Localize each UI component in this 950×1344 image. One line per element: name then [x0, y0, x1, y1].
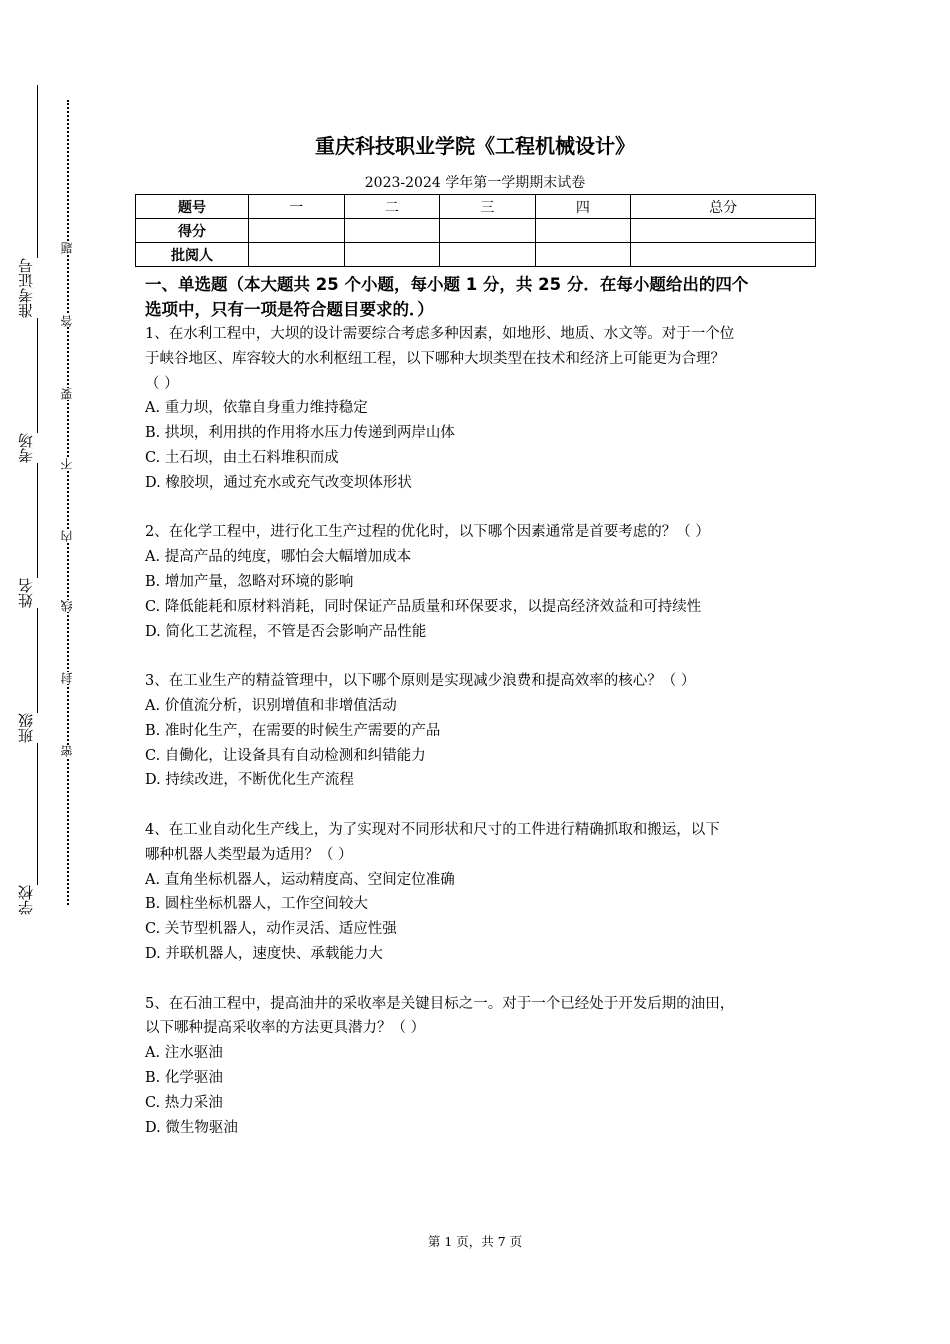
exam-room-field-label: 考场 — [18, 433, 46, 463]
option-b: B. 圆柱坐标机器人，工作空间较大 — [145, 896, 368, 913]
option-d: D. 橡胶坝，通过充水或充气改变坝体形状 — [145, 474, 412, 491]
option-b: B. 增加产量，忽略对环境的影响 — [145, 573, 354, 590]
grader-row — [136, 243, 816, 267]
question-stem: 以下哪种提高采收率的方法更具潜力？（ ） — [145, 1020, 426, 1037]
option-c: C. 降低能耗和原材料消耗，同时保证产品质量和环保要求，以提高经济效益和可持续性 — [145, 598, 702, 615]
question-stem: 5、在石油工程中，提高油井的采收率是关键目标之一。对于一个已经处于开发后期的油田， — [145, 995, 735, 1012]
column-header: 四 — [535, 195, 631, 219]
option-c: C. 热力采油 — [145, 1094, 223, 1111]
score-table-header-row — [136, 195, 816, 219]
option-a: A. 价值流分析，识别增值和非增值活动 — [145, 697, 397, 714]
answer-bracket: （ ） — [145, 375, 179, 392]
grader-cell[interactable] — [440, 243, 536, 267]
option-c: C. 关节型机器人，动作灵活、适应性强 — [145, 921, 397, 938]
grader-cell[interactable] — [631, 243, 816, 267]
question-section — [145, 272, 825, 1165]
seal-char: 线 — [60, 600, 74, 612]
question-5 — [145, 992, 825, 1141]
exam-subtitle: 2023-2024 学年第一学期期末试卷 — [364, 175, 586, 191]
name-field-label: 姓名 — [18, 578, 46, 608]
option-d: D. 并联机器人，速度快、承载能力大 — [145, 945, 383, 962]
exam-title: 重庆科技职业学院《工程机械设计》 — [315, 134, 635, 158]
section-heading: 一、单选题（本大题共 25 个小题，每小题 1 分，共 25 分．在每小题给出的四个 选项中，只有一项是符合题目要求的．） — [145, 275, 749, 319]
option-b: B. 准时化生产，在需要的时候生产需要的产品 — [145, 722, 441, 739]
option-a: A. 直角坐标机器人，运动精度高、空间定位准确 — [145, 871, 455, 888]
grader-cell[interactable] — [249, 243, 345, 267]
option-c: C. 土石坝，由土石料堆积而成 — [145, 449, 339, 466]
class-field-label: 班级 — [18, 713, 46, 743]
score-table — [135, 194, 816, 267]
question-2 — [145, 520, 825, 644]
column-header: 题号 — [136, 195, 249, 219]
seal-char: 题 — [60, 242, 74, 254]
column-header: 总分 — [631, 195, 816, 219]
option-d: D. 微生物驱油 — [145, 1119, 238, 1136]
question-3 — [145, 669, 825, 793]
option-a: A. 注水驱油 — [145, 1045, 223, 1062]
question-stem: 1、在水利工程中，大坝的设计需要综合考虑多种因素，如地形、地质、水文等。对于一个位 — [145, 326, 735, 342]
score-cell[interactable] — [249, 219, 345, 243]
question-stem: 于峡谷地区、库容较大的水利枢纽工程，以下哪种大坝类型在技术和经济上可能更为合理？ — [145, 350, 725, 367]
page-number: 第 1 页，共 7 页 — [427, 1234, 523, 1249]
seal-dotted-line — [67, 100, 69, 905]
question-stem: 哪种机器人类型最为适用？（ ） — [145, 846, 353, 863]
question-stem: 4、在工业自动化生产线上，为了实现对不同形状和尺寸的工件进行精确抓取和搬运，以下 — [145, 821, 720, 838]
score-cell[interactable] — [344, 219, 440, 243]
option-d: D. 持续改进，不断优化生产流程 — [145, 772, 354, 789]
grader-cell[interactable] — [344, 243, 440, 267]
score-cell[interactable] — [631, 219, 816, 243]
row-header: 得分 — [136, 219, 249, 243]
grader-cell[interactable] — [535, 243, 631, 267]
seal-char: 密 — [60, 745, 74, 757]
option-b: B. 化学驱油 — [145, 1069, 223, 1086]
seal-char: 要 — [60, 388, 74, 400]
question-stem: 2、在化学工程中，进行化工生产过程的优化时，以下哪个因素通常是首要考虑的？（ ） — [145, 524, 710, 541]
seal-char: 不 — [60, 458, 74, 470]
option-a: A. 重力坝，依靠自身重力维持稳定 — [145, 400, 368, 417]
question-stem: 3、在工业生产的精益管理中，以下哪个原则是实现减少浪费和提高效率的核心？（ ） — [145, 673, 696, 690]
option-a: A. 提高产品的纯度，哪怕会大幅增加成本 — [145, 549, 412, 566]
seal-char: 答 — [60, 315, 74, 327]
score-cell[interactable] — [440, 219, 536, 243]
column-header: 一 — [249, 195, 345, 219]
score-cell[interactable] — [535, 219, 631, 243]
binding-line — [37, 85, 38, 915]
seal-char: 内 — [60, 530, 74, 542]
seal-char: 封 — [60, 672, 74, 684]
column-header: 三 — [440, 195, 536, 219]
option-d: D. 简化工艺流程，不管是否会影响产品性能 — [145, 623, 427, 640]
option-b: B. 拱坝，利用拱的作用将水压力传递到两岸山体 — [145, 425, 455, 442]
column-header: 二 — [344, 195, 440, 219]
question-4 — [145, 818, 825, 967]
row-header: 批阅人 — [136, 243, 249, 267]
question-1 — [145, 322, 825, 496]
option-c: C. 自働化，让设备具有自动检测和纠错能力 — [145, 747, 426, 764]
admission-number-field-label: 准考证号 — [18, 258, 46, 318]
school-field-label: 学校 — [18, 885, 46, 915]
score-row — [136, 219, 816, 243]
